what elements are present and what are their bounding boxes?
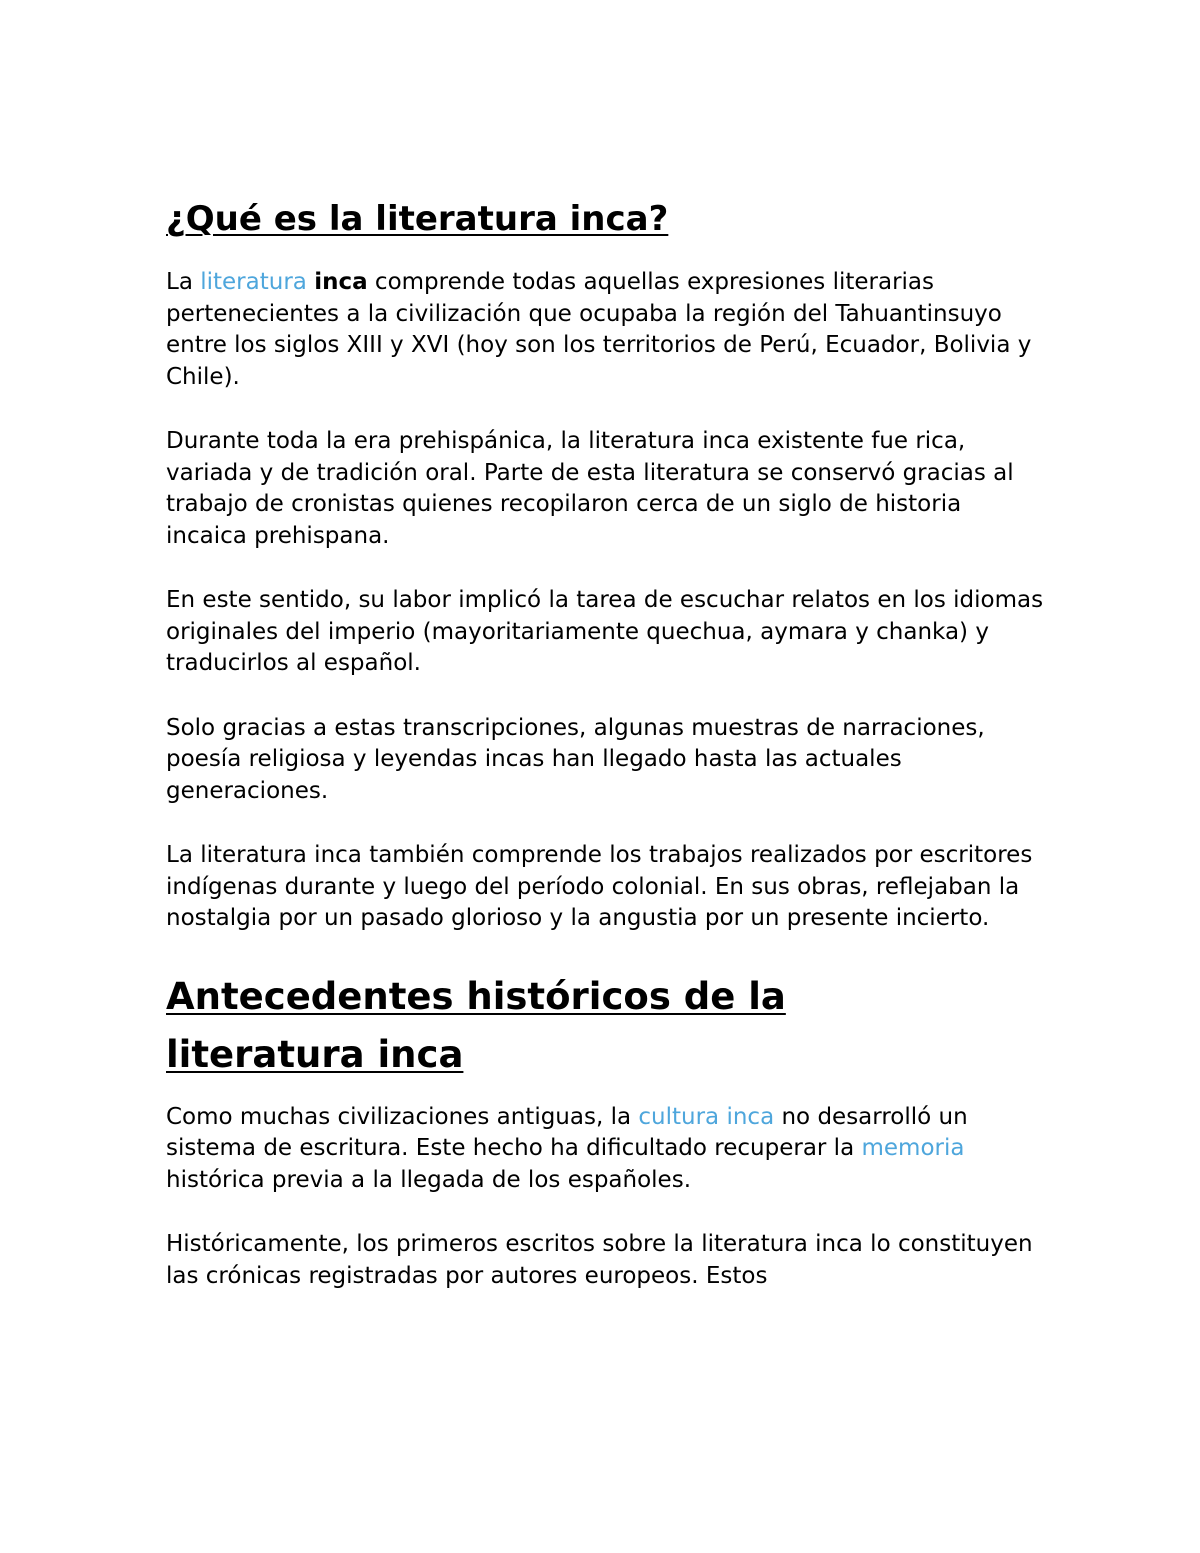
inca-bold-text: inca <box>314 269 368 295</box>
heading-que-es-literatura-inca: ¿Qué es la literatura inca? <box>166 199 669 239</box>
paragraph-intro-before: La <box>166 269 201 295</box>
paragraph-intro <box>166 267 1046 393</box>
document-content <box>166 193 1046 1325</box>
paragraph-era-prehispanica: Durante toda la era prehispánica, la literatura inca existente fue rica, variada y de tradición oral. Parte de esta literatura se conservó gracias al trabajo de cronistas quienes recopilaron cerca de un siglo de historia incaica prehispana. <box>166 428 1014 549</box>
paragraph-labor-cronistas: En este sentido, su labor implicó la tarea de escuchar relatos en los idiomas originales del imperio (mayoritariamente quechua, aymara y chanka) y traducirlos al español. <box>166 587 1044 676</box>
paragraph-transcripciones: Solo gracias a estas transcripciones, algunas muestras de narraciones, poesía religiosa y leyendas incas han llegado hasta las actuales generaciones. <box>166 714 985 804</box>
memoria-link[interactable]: memoria <box>861 1135 965 1161</box>
paragraph-sin-escritura-before: Como muchas civilizaciones antiguas, la <box>166 1103 639 1130</box>
paragraph-sin-escritura-after: histórica previa a la llegada de los españoles. <box>166 1166 692 1193</box>
paragraph-intro-after: comprende todas aquellas expresiones literarias pertenecientes a la civilización que ocupaba la región del Tahuantinsuyo entre los siglos XIII y XVI (hoy son los territorios de Perú, Ecuador, Bolivia y Chile). <box>166 269 1032 390</box>
heading-antecedentes-historicos: Antecedentes históricos de la literatura inca <box>166 974 786 1076</box>
cultura-inca-link[interactable]: cultura inca <box>638 1103 775 1130</box>
literatura-link[interactable]: literatura <box>200 269 307 295</box>
paragraph-cronicas-europeas: Históricamente, los primeros escritos sobre la literatura inca lo constituyen las crónicas registradas por autores europeos. Estos <box>166 1231 1033 1289</box>
paragraph-sin-escritura <box>166 1102 1046 1197</box>
paragraph-escritores-indigenas: La literatura inca también comprende los trabajos realizados por escritores indígenas durante y luego del período colonial. En sus obras, reflejaban la nostalgia por un pasado glorioso y la angustia por un presente incierto. <box>166 842 1033 931</box>
paragraph-sin-escritura-middle: no desarrolló un sistema de escritura. Este hecho ha dificultado recuperar la <box>166 1103 968 1161</box>
